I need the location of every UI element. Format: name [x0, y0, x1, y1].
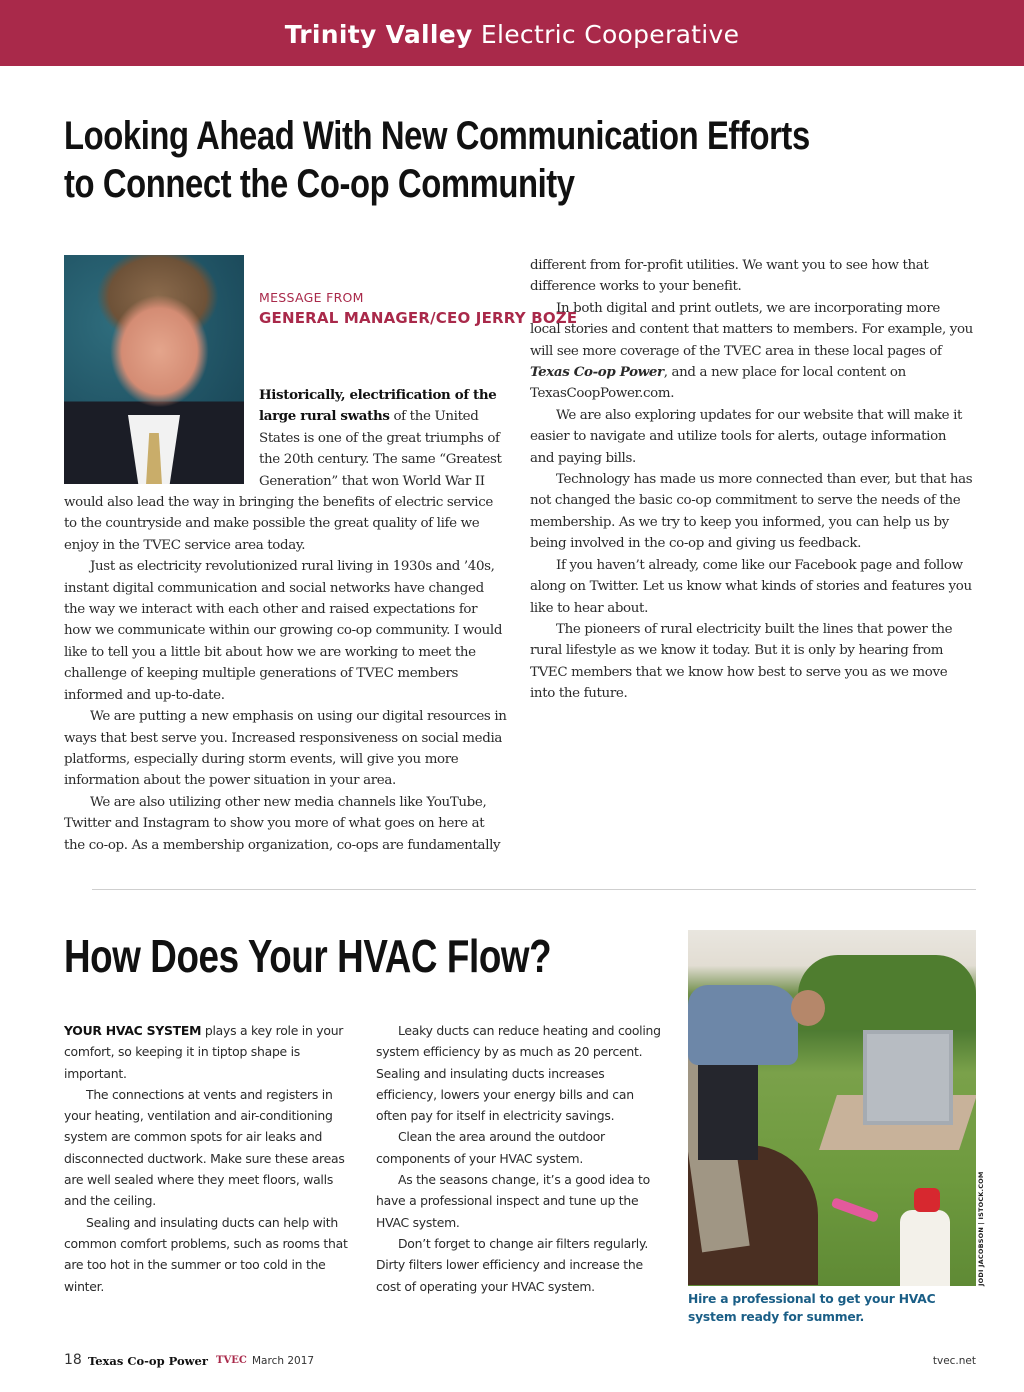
feature-headline — [64, 112, 810, 208]
letter-paragraph: Technology has made us more connected than ever, but that has not changed the basic co-op commitment to serve the needs of the membership. As we try to keep you informed, you can help us by being involved in the co-op and giving us feedback. — [530, 472, 973, 552]
byline-name: GENERAL MANAGER/CEO JERRY BOZE — [259, 309, 578, 327]
photo-technician-head — [791, 990, 825, 1026]
byline-prefix: MESSAGE FROM — [259, 290, 364, 305]
coop-abbreviation: TVEC — [216, 1355, 247, 1366]
hvac-paragraph: YOUR HVAC SYSTEM plays a key role in your comfort, so keeping it in tiptop shape is important. — [64, 1023, 344, 1081]
letter-lead-bold: Historically, electrification of the large rural swaths — [259, 387, 497, 425]
feature-headline-line2: to Connect the Co-op Community — [64, 162, 575, 206]
ceo-letter — [64, 255, 974, 875]
hvac-paragraph: Don’t forget to change air filters regularly. Dirty filters lower efficiency and increase the cost of operating your HVAC system. — [376, 1235, 649, 1294]
issue-date: March 2017 — [252, 1355, 315, 1367]
photo-spray-bottle-cap — [914, 1188, 940, 1212]
publication-name: Texas Co-op Power — [88, 1354, 208, 1368]
letter-paragraph: Just as electricity revolutionized rural living in 1930s and ’40s, instant digital communication and social networks have changed the way we interact with each other and raised expectations for how we communicate within our growing co-op community. I would like to tell you a little bit about how we are working to meet the challenge of keeping multiple generations of TVEC members informed and up-to-date. — [64, 559, 503, 703]
letter-paragraph: We are also exploring updates for our website that will make it easier to navigate and utilize tools for alerts, outage information and paying bills. — [530, 407, 963, 466]
ceo-portrait-image — [64, 255, 244, 484]
hvac-paragraph: The connections at vents and registers in your heating, ventilation and air-conditioning system are common spots for air leaks and disconnected ductwork. Make sure these areas are well sealed where they meet floors, walls and the ceiling. — [64, 1086, 345, 1209]
hvac-article — [64, 1020, 664, 1320]
photo-hvac-unit — [863, 1030, 953, 1125]
hvac-lead-bold: YOUR HVAC SYSTEM — [64, 1023, 202, 1038]
photo-pink-brush — [831, 1197, 880, 1223]
page-footer — [64, 1352, 976, 1372]
page-number: 18 — [64, 1352, 82, 1368]
letter-paragraph: We are putting a new emphasis on using our digital resources in ways that best serve you. Increased responsiveness on social media platforms, especially during storm events, will give you more information about the power situation in your area. — [64, 709, 507, 789]
hvac-paragraph: Clean the area around the outdoor components of your HVAC system. — [376, 1129, 605, 1166]
hvac-paragraph: As the seasons change, it’s a good idea to have a professional inspect and tune up the HVAC system. — [376, 1172, 650, 1230]
masthead-coop-name-bold: Trinity Valley — [284, 20, 473, 49]
letter-paragraph: In both digital and print outlets, we are incorporating more local stories and content that matters to members. For example, you will see more coverage of the TVEC area in these local pages of Texas Co-op Power, and a new place for local content on TexasCoopPower.com. — [530, 300, 973, 402]
section-divider — [92, 889, 976, 890]
publication-name-italic: Texas Co-op Power — [530, 364, 664, 381]
photo-credit: JODI JACOBSON | ISTOCK.COM — [977, 1171, 985, 1286]
masthead-banner — [0, 0, 1024, 66]
hvac-headline: How Does Your HVAC Flow? — [64, 930, 552, 982]
letter-paragraph: Historically, electrification of the large rural swaths of the United States is one of the great triumphs of the 20th century. The same “Greatest Generation” that won World War II would also lead the way in bringing the benefits of electric service to the countryside and make possible the great quality of life we enjoy in the TVEC service area today. — [64, 387, 502, 553]
photo-technician-shirt — [688, 985, 798, 1065]
letter-paragraph: We are also utilizing other new media channels like YouTube, Twitter and Instagram to show you more of what goes on here at the co-op. As a membership organization, co-ops are fundamentally different from for-profit utilities. We want you to see how that difference works to your benefit. — [64, 258, 929, 853]
hvac-paragraph: Sealing and insulating ducts can help with common comfort problems, such as rooms that are too hot in the summer or too cold in the winter. — [64, 1214, 348, 1294]
photo-technician-pants — [698, 1060, 758, 1160]
masthead-coop-name-regular: Electric Cooperative — [480, 20, 740, 49]
photo-shrubs — [798, 955, 976, 1030]
letter-paragraph: The pioneers of rural electricity built the lines that power the rural lifestyle as we know it today. But it is only by hearing from TVEC members that we know how best to serve you as we move into the future. — [530, 621, 953, 702]
hvac-technician-photo — [688, 930, 976, 1286]
website-link[interactable]: tvec.net — [932, 1355, 976, 1367]
letter-paragraph: If you haven’t already, come like our Facebook page and follow along on Twitter. Let us know what kinds of stories and features you like to hear about. — [530, 557, 972, 616]
hvac-paragraph: Leaky ducts can reduce heating and cooling system efficiency by as much as 20 percent. Sealing and insulating ducts increases efficiency, lowers your energy bills and can often pay for itself in electricity savings. — [376, 1023, 661, 1124]
photo-caption: Hire a professional to get your HVAC system ready for summer. — [688, 1292, 936, 1324]
photo-spray-bottle — [900, 1210, 950, 1286]
feature-headline-line1: Looking Ahead With New Communication Efforts — [64, 114, 810, 158]
